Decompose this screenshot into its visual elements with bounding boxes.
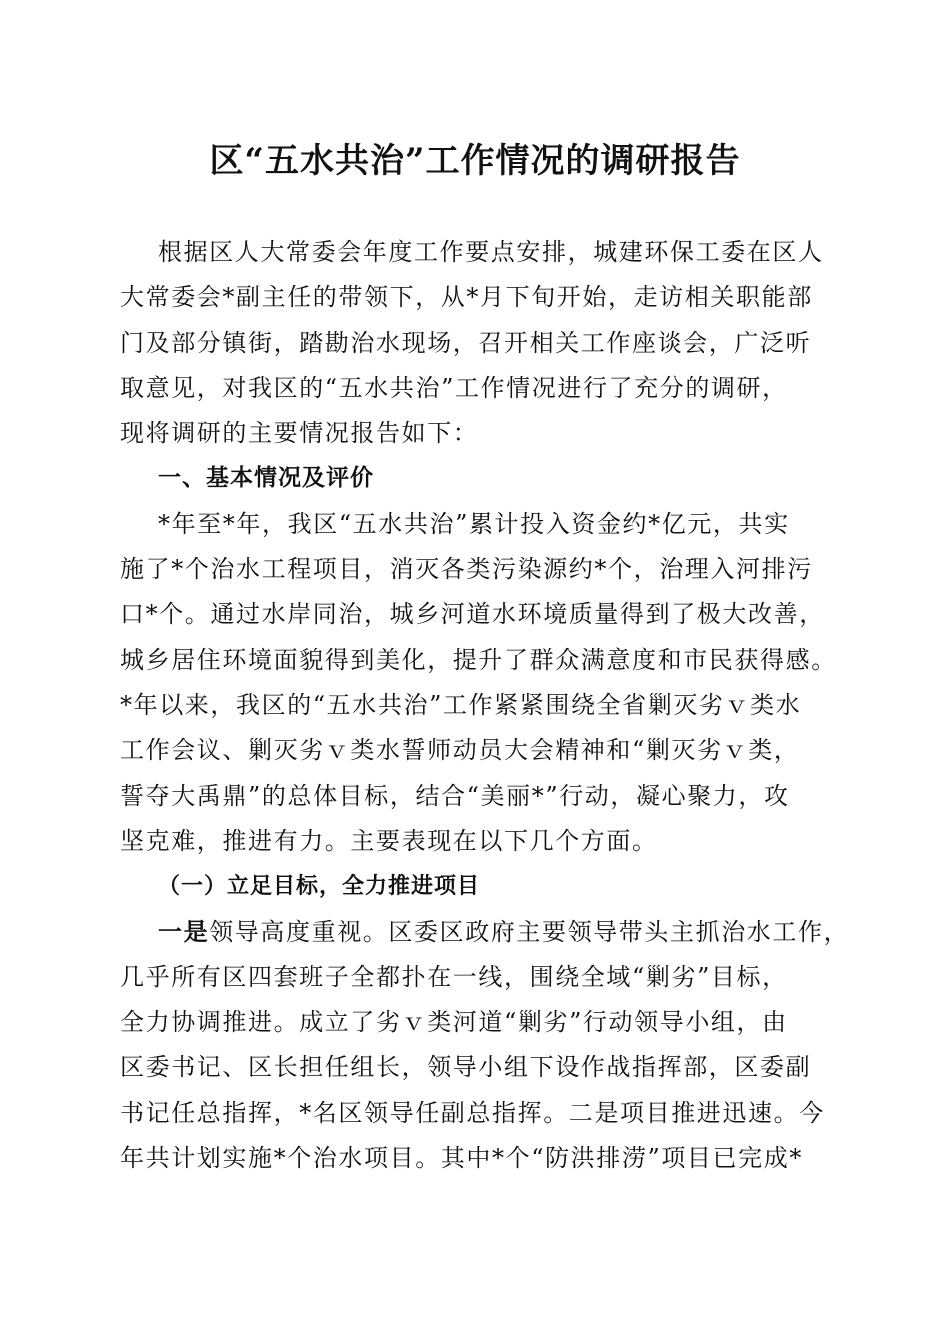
paragraph-line: 大常委会*副主任的带领下，从*月下旬开始，走访相关职能部 <box>120 283 813 312</box>
paragraph-line: 施了*个治水工程项目，消灭各类污染源约*个，治理入河排污 <box>120 555 813 584</box>
document-body <box>120 230 850 1181</box>
paragraph-line <box>120 909 850 954</box>
lead-word: 一是 <box>158 917 210 947</box>
paragraph-line: 全力协调推进。成立了劣ｖ类河道“剿劣”行动领导小组，由 <box>120 1008 788 1037</box>
paragraph-line: 工作会议、剿灭劣ｖ类水誓师动员大会精神和“剿灭劣ｖ类， <box>120 736 800 765</box>
paragraph-line: 几乎所有区四套班子全都扑在一线，围绕全域“剿劣”目标， <box>120 962 788 991</box>
paragraph-line: 区委书记、区长担任组长，领导小组下设作战指挥部，区委副 <box>120 1053 812 1082</box>
paragraph-line: 誓夺大禹鼎”的总体目标，结合“美丽*”行动，凝心聚力，攻 <box>120 781 790 810</box>
section-heading: 一、基本情况及评价 <box>158 465 374 492</box>
paragraph-line-text: 领导高度重视。区委区政府主要领导带头主抓治水工作， <box>209 918 850 947</box>
paragraph-line: 口*个。通过水岸同治，城乡河道水环境质量得到了极大改善， <box>120 600 825 629</box>
paragraph-line: 年共计划实施*个治水项目。其中*个“防洪排涝”项目已完成* <box>120 1143 803 1172</box>
paragraph-line: 根据区人大常委会年度工作要点安排，城建环保工委在区人 <box>158 238 824 266</box>
paragraph-line: 现将调研的主要情况报告如下： <box>120 419 479 448</box>
paragraph-line: 城乡居住环境面貌得到美化，提升了群众满意度和市民获得感。 <box>120 645 837 674</box>
paragraph-line: *年至*年，我区“五水共治”累计投入资金约*亿元，共实 <box>158 509 790 538</box>
paragraph-line: 门及部分镇街，踏勘治水现场，召开相关工作座谈会，广泛听 <box>120 328 812 357</box>
paragraph-line: *年以来，我区的“五水共治”工作紧紧围绕全省剿灭劣ｖ类水 <box>120 690 802 719</box>
paragraph-line: 坚克难，推进有力。主要表现在以下几个方面。 <box>120 826 658 855</box>
paragraph-line: 书记任总指挥，*名区领导任副总指挥。二是项目推进迅速。今 <box>120 1098 825 1127</box>
document-title: 区“五水共治”工作情况的调研报告 <box>209 141 741 181</box>
paragraph-line: 取意见，对我区的“五水共治”工作情况进行了充分的调研， <box>120 373 788 402</box>
subsection-heading: （一）立足目标，全力推进项目 <box>158 873 481 900</box>
